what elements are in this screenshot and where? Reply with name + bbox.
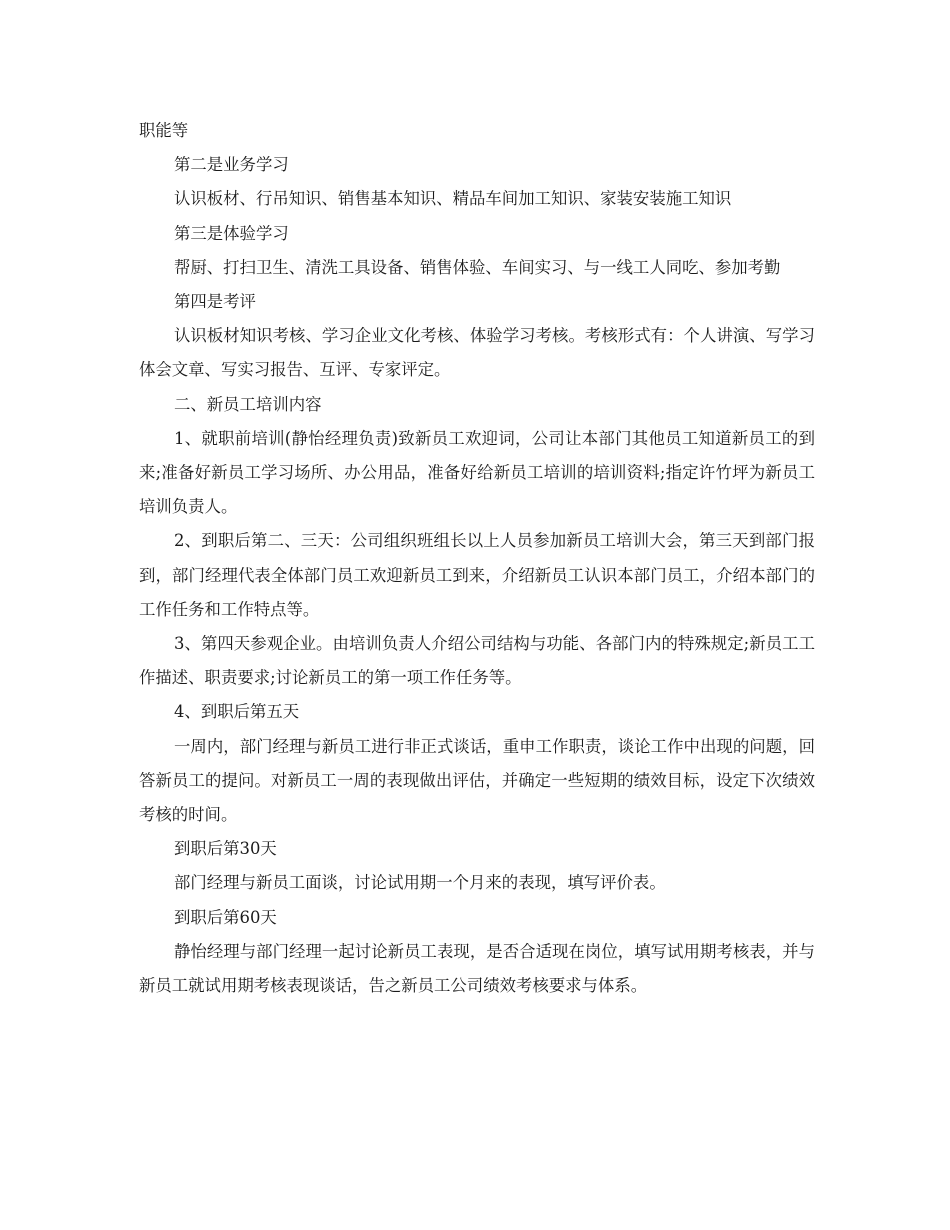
paragraph-11: 4、到职后第五天 <box>174 702 300 722</box>
document-body <box>139 114 815 1003</box>
paragraph-10: 3、第四天参观企业。由培训负责人介绍公司结构与功能、各部门内的特殊规定;新员工工作描述、职责要求;讨论新员工的第一项工作任务等。 <box>139 634 815 688</box>
paragraph-2: 认识板材、行吊知识、销售基本知识、精品车间加工知识、家装安装施工知识 <box>174 189 732 209</box>
paragraph-4: 帮厨、打扫卫生、清洗工具设备、销售体验、车间实习、与一线工人同吃、参加考勤 <box>174 257 781 277</box>
paragraph-12: 一周内，部门经理与新员工进行非正式谈话，重申工作职责，谈论工作中出现的问题，回答新员工的提问。对新员工一周的表现做出评估，并确定一些短期的绩效目标，设定下次绩效考核的时间。 <box>139 736 815 825</box>
paragraph-0: 职能等 <box>139 121 189 140</box>
paragraph-8: 1、就职前培训(静怡经理负责)致新员工欢迎词，公司让本部门其他员工知道新员工的到来;准备好新员工学习场所、办公用品，准备好给新员工培训的培训资料;指定许竹坪为新员工培训负责人。 <box>139 428 815 517</box>
paragraph-14: 部门经理与新员工面谈，讨论试用期一个月来的表现，填写评价表。 <box>174 873 666 893</box>
paragraph-5: 第四是考评 <box>174 292 256 312</box>
paragraph-1: 第二是业务学习 <box>174 155 289 175</box>
paragraph-13: 到职后第30天 <box>174 839 277 859</box>
paragraph-15: 到职后第60天 <box>174 907 277 927</box>
paragraph-9: 2、到职后第二、三天：公司组织班组长以上人员参加新员工培训大会，第三天到部门报到，部门经理代表全体部门员工欢迎新员工到来，介绍新员工认识本部门员工，介绍本部门的工作任务和工作特点等。 <box>139 531 815 619</box>
paragraph-7: 二、新员工培训内容 <box>174 394 322 414</box>
paragraph-16: 静怡经理与部门经理一起讨论新员工表现，是否合适现在岗位，填写试用期考核表，并与新员工就试用期考核表现谈话，告之新员工公司绩效考核要求与体系。 <box>139 941 815 996</box>
paragraph-6: 认识板材知识考核、学习企业文化考核、体验学习考核。考核形式有：个人讲演、写学习体会文章、写实习报告、互评、专家评定。 <box>139 326 815 380</box>
paragraph-3: 第三是体验学习 <box>174 223 289 243</box>
